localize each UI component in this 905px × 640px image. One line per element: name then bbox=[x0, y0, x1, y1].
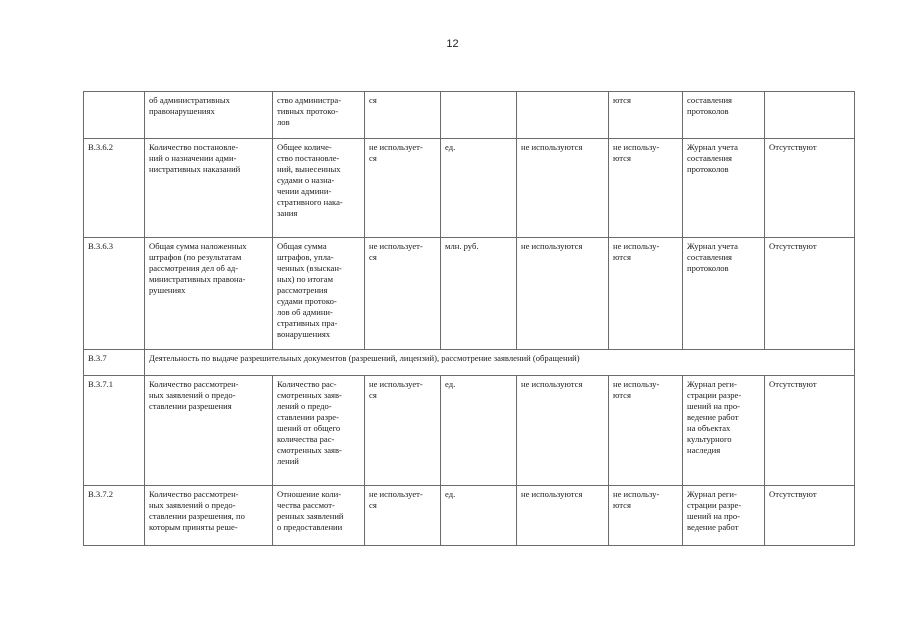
cell-definition: ство администра- тивных протоко- лов bbox=[273, 92, 365, 139]
cell-reference: не используются bbox=[517, 139, 609, 238]
section-code: В.3.7 bbox=[84, 350, 145, 376]
cell-definition: Отношение коли- чества рассмот- ренных заявлений о предоставлении bbox=[273, 486, 365, 546]
cell-note bbox=[765, 92, 855, 139]
cell-definition: Общая сумма штрафов, упла- ченных (взыскан- ных) по итогам рассмотрения судами протоко- лов об админи- стративных пра- вонарушениях bbox=[273, 238, 365, 350]
cell-method: не использует- ся bbox=[365, 139, 441, 238]
cell-indicator: Количество рассмотрен- ных заявлений о предо- ставлении разрешения bbox=[145, 376, 273, 486]
indicator-table bbox=[83, 91, 855, 546]
table-row bbox=[84, 486, 855, 546]
cell-unit: ед. bbox=[441, 486, 517, 546]
cell-source: Журнал реги- страции разре- шений на про- ведение работ на объектах культурного наследия bbox=[683, 376, 765, 486]
cell-reference bbox=[517, 92, 609, 139]
cell-note: Отсутствуют bbox=[765, 238, 855, 350]
cell-unit: ед. bbox=[441, 376, 517, 486]
cell-frequency: не использу- ются bbox=[609, 376, 683, 486]
table-row bbox=[84, 238, 855, 350]
cell-source: Журнал реги- страции разре- шений на про- ведение работ bbox=[683, 486, 765, 546]
cell-note: Отсутствуют bbox=[765, 376, 855, 486]
cell-code: В.3.7.2 bbox=[84, 486, 145, 546]
cell-definition: Общее количе- ство постановле- ний, вынесенных судами о назна- чении админи- стративного нака- зания bbox=[273, 139, 365, 238]
table-row bbox=[84, 92, 855, 139]
cell-code bbox=[84, 92, 145, 139]
cell-unit: млн. руб. bbox=[441, 238, 517, 350]
cell-reference: не используются bbox=[517, 238, 609, 350]
cell-source: Журнал учета составления протоколов bbox=[683, 139, 765, 238]
cell-code: В.3.7.1 bbox=[84, 376, 145, 486]
cell-frequency: ются bbox=[609, 92, 683, 139]
cell-note: Отсутствуют bbox=[765, 139, 855, 238]
section-row bbox=[84, 350, 855, 376]
cell-unit: ед. bbox=[441, 139, 517, 238]
table-row bbox=[84, 139, 855, 238]
cell-indicator: Количество рассмотрен- ных заявлений о предо- ставлении разрешения, по которым приняты реше- bbox=[145, 486, 273, 546]
cell-note: Отсутствуют bbox=[765, 486, 855, 546]
table-row bbox=[84, 376, 855, 486]
cell-reference: не используются bbox=[517, 376, 609, 486]
section-title: Деятельность по выдаче разрешительных документов (разрешений, лицензий), рассмотрение заявлений (обращений) bbox=[145, 350, 855, 376]
cell-method: ся bbox=[365, 92, 441, 139]
cell-source: Журнал учета составления протоколов bbox=[683, 238, 765, 350]
cell-indicator: Общая сумма наложенных штрафов (по результатам рассмотрения дел об ад- министративных правона- рушениях bbox=[145, 238, 273, 350]
page-number: 12 bbox=[446, 38, 459, 50]
cell-definition: Количество рас- смотренных заяв- лений о предо- ставлении разре- шений от общего количества рас- смотренных заяв- лений bbox=[273, 376, 365, 486]
cell-method: не использует- ся bbox=[365, 238, 441, 350]
cell-source: составления протоколов bbox=[683, 92, 765, 139]
cell-frequency: не использу- ются bbox=[609, 139, 683, 238]
cell-code: В.3.6.3 bbox=[84, 238, 145, 350]
cell-frequency: не использу- ются bbox=[609, 486, 683, 546]
cell-method: не использует- ся bbox=[365, 486, 441, 546]
cell-unit bbox=[441, 92, 517, 139]
cell-frequency: не использу- ются bbox=[609, 238, 683, 350]
cell-indicator: об административных правонарушениях bbox=[145, 92, 273, 139]
cell-method: не использует- ся bbox=[365, 376, 441, 486]
cell-code: В.3.6.2 bbox=[84, 139, 145, 238]
cell-reference: не используются bbox=[517, 486, 609, 546]
cell-indicator: Количество постановле- ний о назначении адми- нистративных наказаний bbox=[145, 139, 273, 238]
